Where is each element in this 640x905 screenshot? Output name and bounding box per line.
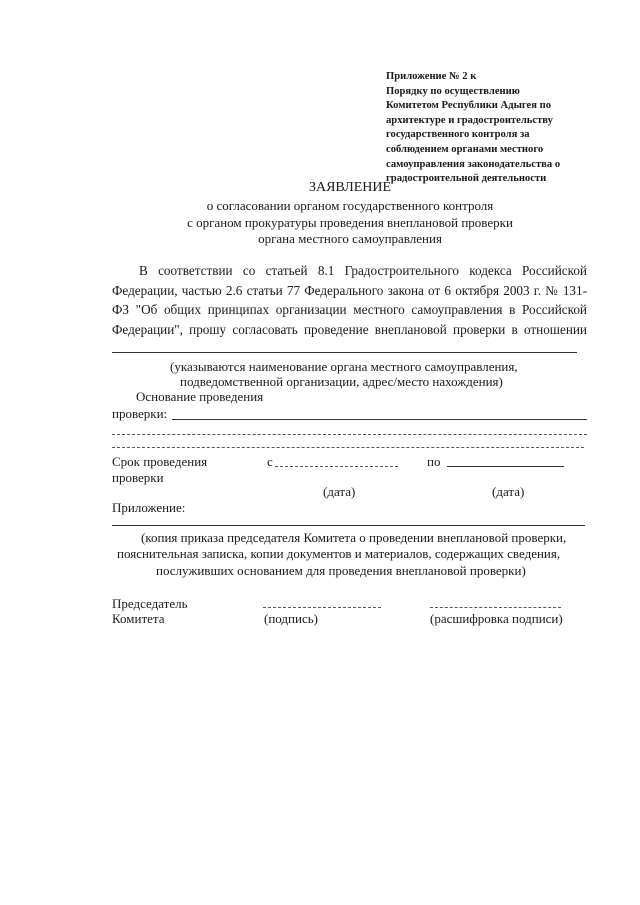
annex-line: самоуправления законодательства о [386, 158, 561, 170]
body-line: ФЗ "Об общих принципах организации местного самоуправления в Российской [112, 302, 587, 318]
basis-label: проверки: [112, 406, 168, 421]
basis-label: Основание проведения [136, 389, 264, 404]
annex-line: градостроительной деятельности [386, 173, 547, 185]
signature-decode-hint: (расшифровка подписи) [430, 611, 563, 626]
attachment-label: Приложение: [112, 500, 186, 515]
subtitle-line: с органом прокуратуры проведения внеплановой проверки [187, 214, 513, 230]
signatory-role: Председатель [112, 596, 188, 611]
body-line: Федерации, частью 2.6 статьи 77 Федерального закона от 6 октября 2003 г. № 131- [112, 282, 587, 298]
attachment-hint: (копия приказа председателя Комитета о проведении внеплановой проверки, [141, 530, 567, 545]
signatory-role: Комитета [112, 611, 165, 626]
organization-input-line[interactable] [112, 352, 577, 353]
date-to-input[interactable] [447, 466, 564, 467]
body-line: Федерации", прошу согласовать проведение внеплановой проверки в отношении [112, 321, 587, 337]
date-hint: (дата) [492, 484, 525, 499]
annex-line: Порядку по осуществлению [386, 85, 520, 97]
signature-input-line[interactable] [263, 607, 381, 608]
subtitle-line: органа местного самоуправления [258, 231, 442, 246]
basis-input-line[interactable] [112, 447, 584, 448]
annex-line: архитектуре и градостроительству [386, 114, 553, 126]
document-title: ЗАЯВЛЕНИЕ [308, 180, 392, 195]
subtitle-line: о согласовании органом государственного контроля [206, 198, 494, 213]
date-from-input[interactable] [275, 466, 398, 467]
organization-hint: подведомственной организации, адрес/место нахождения) [180, 374, 503, 389]
date-hint: (дата) [323, 484, 356, 499]
period-label: проверки [112, 470, 164, 485]
body-paragraph [112, 261, 587, 339]
annex-line: Комитетом Республики Адыгея по [386, 100, 551, 112]
attachment-input-line[interactable] [112, 525, 585, 526]
attachment-hint: послуживших основанием для проведения внеплановой проверки) [156, 563, 526, 578]
basis-input-line[interactable] [172, 419, 587, 420]
period-label: Срок проведения [112, 454, 208, 469]
annex-line: государственного контроля за [386, 129, 530, 141]
annex-header [386, 70, 626, 187]
basis-input-line[interactable] [112, 434, 587, 435]
signature-hint: (подпись) [264, 611, 318, 626]
annex-line: соблюдением органами местного [386, 143, 544, 155]
period-from-label: с [267, 454, 273, 469]
attachment-hint: пояснительная записка, копии документов и материалов, содержащих сведения, [117, 546, 561, 561]
body-line: В соответствии со статьей 8.1 Градостроительного кодекса Российской [139, 263, 587, 278]
annex-line: Приложение № 2 к [386, 71, 477, 82]
signature-decode-input-line[interactable] [430, 607, 561, 608]
period-to-label: по [427, 454, 441, 469]
organization-hint: (указываются наименование органа местного самоуправления, [170, 359, 518, 374]
